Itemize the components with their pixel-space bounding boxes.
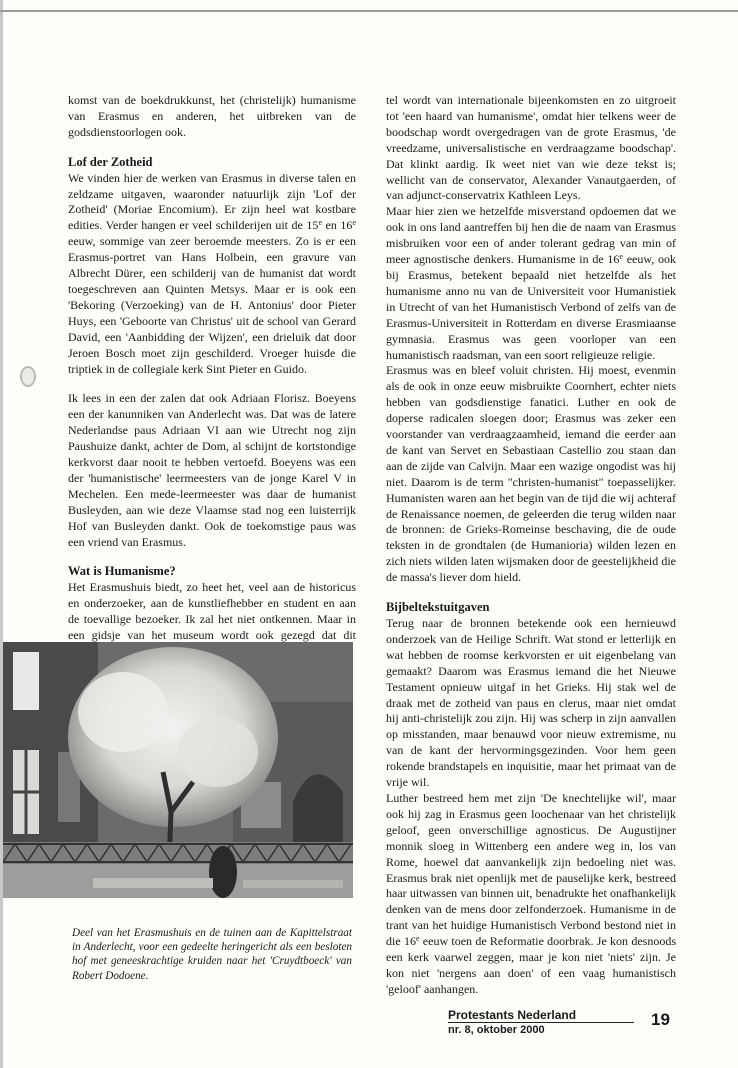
- paragraph-christen: Erasmus was en bleef voluit christen. Hij moest, evenmin als de ook in onze eeuw misbruikte Coornhert, echter niets hebben van godsdienstige fanatici. Luther en ook de doperse radicalen sloegen door; Erasmus was zeker een voorstander van verdraagzaamheid, iemand die eerder aan de kant van Servet en Sebastiaan Castellio zou staan dan aan de zijde van Calvijn. Maar een wazige ongodist was hij niet. Daarom is de term "christen-humanist" toepasselijker. Humanisten waren aan het begin van de tijd die wij achteraf de Renaissance noemen, de geleerden die terug wilden naar de bronnen: de Grieks-Romeinse beschaving, die de oude teksten in de grondtalen (de Humanioria) wilden lezen en zich niets wilden laten wijsmaken door de geestelijkheid die de massa's liever dom hield.: [386, 363, 676, 585]
- paragraph-luther: Luther bestreed hem met zijn 'De knechtelijke wil', maar ook hij zag in Erasmus geen loochenaar van het christelijk geloof, geen onverschillige agnosticus. De Augustijner monnik sloeg in Wittenberg een andere weg in, los van Rome, hoewel dat aanvankelijk zijn bedoeling niet was. Erasmus brak niet openlijk met de pauselijke kerk, bestreed haar uitwassen van binnen uit, benadrukte het onafhankelijk denken van de mens door zelfonderzoek. Humanisme in de trant van het huidige Humanistisch Verbond bestond niet in die 16e eeuw toen de Reformatie doorbrak. Je kon desnoods een kerk vaarwel zeggen, maar je kon niet 'niets' zijn. Je kon niet 'nergens aan doen' of een vaag humanistisch 'geloof' aanhangen.: [386, 790, 676, 996]
- top-rule: [0, 10, 738, 12]
- footer-rule: [448, 1022, 634, 1023]
- paragraph-bijeenkomsten: tel wordt van internationale bijeenkomsten en zo uitgroeit tot 'een haard van humanisme', omdat hier telkens weer de boodschap wordt overgedragen van de grote Erasmus, 'de vreedzame, universalistische en verdraagzame boodschap'. Dat klinkt aardig. Ik weet niet van wie deze tekst is; wellicht van de conservator, Alexander Vanautgaerden, of van adjunct-conservatrix Kathleen Leys.: [386, 93, 676, 203]
- page-left-edge: [0, 0, 3, 1068]
- footer-issue: nr. 8, oktober 2000: [448, 1024, 545, 1036]
- paragraph-misverstand: Maar hier zien we hetzelfde misverstand opdoemen dat we ook in ons land aantreffen bij hen die de naam van Erasmus misbruiken voor een of ander tolerant gedrag van min of meer agnostische denkers. Humanisme in de 16e eeuw, ook bij Erasmus, betekent bepaald niet hetzelfde als het humanisme anno nu van de Universiteit voor Humanistiek in Utrecht of van het Humanistisch Verbond of zelfs van de Erasmus-Universiteit in Rotterdam en diverse Erasmiaanse gymnasia. Erasmus was geen voorloper van een humanistisch raadsman, van een soort religieuze religie.: [386, 204, 676, 362]
- paragraph-bronnen: Terug naar de bronnen betekende ook een hernieuwd onderzoek van de Heilige Schrift. Wat stond er letterlijk en wat hebben de roomse kerkvorsten er uit eigenbelang van gemaakt? Daarom was Erasmus iemand die het Nieuwe Testament opnieuw uitgaf in het Grieks. Hij stak wel de draak met de zotheid van paus en clerus, maar niet omdat hij anti-christelijk zou zijn. Hij was scherp in zijn aanvallen op misstanden, maar benauwd voor nieuw extremisme, nu van de kant der hervormingsgezinden. Voor hem geen rokende brandstapels en inquisitie, maar het primaat van de vrije wil.: [386, 616, 676, 790]
- page-number: 19: [651, 1010, 670, 1029]
- footer-magazine-title: Protestants Nederland: [448, 1008, 577, 1022]
- heading-lof-der-zotheid: Lof der Zotheid: [68, 154, 153, 169]
- paragraph-collections: We vinden hier de werken van Erasmus in diverse talen en zeldzame uitgaven, waaronder natuurlijk zijn 'Lof der Zotheid' (Moriae Encomium). Er zijn heel wat kostbare edities. Verder hangen er veel schilderijen uit de 15e en 16e eeuw, sommige van zeer beroemde meesters. Zo is er een Erasmus-portret van Hans Holbein, een gravure van Albrecht Dürer, een schilderij van de humanist dat wordt toegeschreven aan Quinten Metsys. Maar er is ook een 'Bekoring (Verzoeking) van de H. Antonius' door Pieter Huys, een 'Geboorte van Christus' uit de school van Gerard David, een 'Aanbidding der Wijzen', een drieluik dat door Jeroen Bosch moet zijn geschilderd. Vroeger huisde die triptiek in de collegiale kerk Sint Pieter en Guido.: [68, 170, 356, 376]
- heading-bijbeltekstuitgaven: Bijbeltekstuitgaven: [386, 600, 490, 615]
- paragraph-boeyens: Ik lees in een der zalen dat ook Adriaan Florisz. Boeyens een der kanunniken van Anderlecht was. Dat was de latere Nederlandse paus Adriaan VI aan wie Utrecht nog zijn Paushuize dankt, achter de Dom, al schijnt de kortstondige kerkvorst daar nooit te hebben vertoefd. Boeyens was een der 'humanistische' leermeesters van de jonge Karel V in Mechelen. Een mede-leermeester was daar de humanist Busleyden, aan wie deze Vlaamse stad nog een luisterrijk Hof van Busleyden dankt. Ook de toekomstige paus was een vriend van Erasmus.: [68, 391, 356, 549]
- binder-hole: [20, 366, 36, 387]
- left-column: [68, 93, 356, 660]
- intro-paragraph: komst van de boekdrukkunst, het (christelijk) humanisme van Erasmus en anderen, het uitbreken van de godsdienstoorlogen ook.: [68, 93, 356, 139]
- right-column: [386, 93, 676, 998]
- heading-wat-is-humanisme: Wat is Humanisme?: [68, 564, 176, 579]
- garden-photo: [3, 642, 353, 898]
- paragraph-erasmushuis: Het Erasmushuis biedt, zo heet het, veel aan de historicus en onderzoeker, aan de kunstliefhebber en student en aan de toevallige bezoeker. Ik zal het niet ontkennen. Maar in een gidsje van het museum wordt ook gezegd dat dit: [68, 580, 356, 643]
- photo-caption: Deel van het Erasmushuis en de tuinen aan de Kapittelstraat in Anderlecht, voor een gedeelte heringericht als een besloten hof met geneeskrachtige kruiden naar het 'Cruydtboeck' van Robert Dodoene.: [72, 927, 352, 982]
